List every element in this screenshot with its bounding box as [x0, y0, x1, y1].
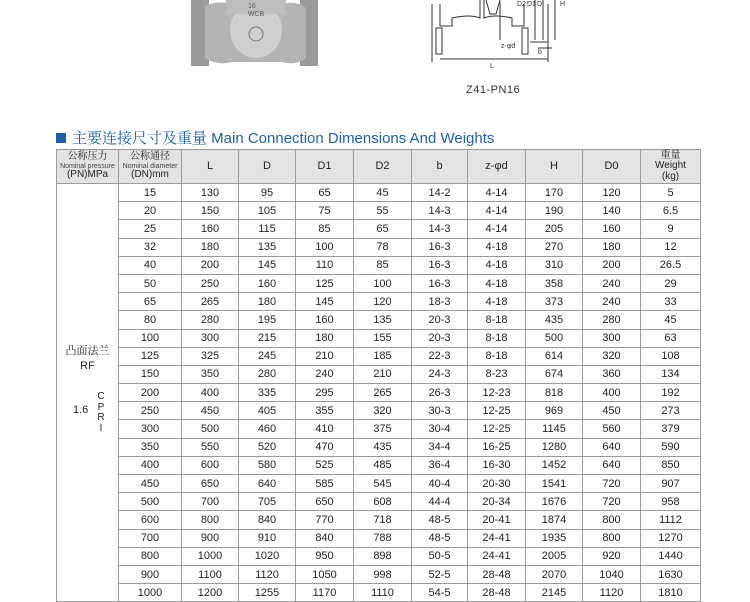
- table-row: [57, 256, 701, 274]
- cell-z-phi-d: 12-25: [468, 420, 526, 438]
- cell-dn: 15: [119, 184, 182, 202]
- cell-b: 30-4: [412, 420, 468, 438]
- section-title-text: 主要连接尺寸及重量 Main Connection Dimensions And Weights: [72, 130, 495, 147]
- cell-b: 20-3: [412, 329, 468, 347]
- cell-weight: 1440: [641, 547, 701, 565]
- cell-dn: 900: [119, 565, 182, 583]
- cell-d0: 180: [583, 238, 641, 256]
- cell-d: 180: [239, 293, 296, 311]
- cell-b: 18-3: [412, 293, 468, 311]
- table-row: [57, 311, 701, 329]
- cell-l: 800: [182, 511, 239, 529]
- cell-d0: 240: [583, 274, 641, 292]
- cell-d0: 450: [583, 402, 641, 420]
- cell-dn: 350: [119, 438, 182, 456]
- class-letter: R: [97, 412, 105, 423]
- cell-d1: 410: [296, 420, 354, 438]
- section-title: [56, 127, 494, 148]
- cell-l: 130: [182, 184, 239, 202]
- cell-d2: 100: [354, 274, 412, 292]
- bullet-square-icon: [56, 133, 66, 143]
- cell-d1: 650: [296, 493, 354, 511]
- cell-z-phi-d: 8-18: [468, 347, 526, 365]
- gate-valve-photo: [191, 0, 318, 66]
- cell-h: 435: [526, 311, 583, 329]
- cell-weight: 907: [641, 475, 701, 493]
- header-b: b: [412, 150, 468, 184]
- cell-d2: 485: [354, 456, 412, 474]
- cell-z-phi-d: 16-30: [468, 456, 526, 474]
- cell-l: 900: [182, 529, 239, 547]
- cell-dn: 600: [119, 511, 182, 529]
- cell-dn: 80: [119, 311, 182, 329]
- cell-weight: 63: [641, 329, 701, 347]
- cell-z-phi-d: 20-41: [468, 511, 526, 529]
- cell-d1: 110: [296, 256, 354, 274]
- cell-d2: 65: [354, 220, 412, 238]
- cell-d0: 800: [583, 511, 641, 529]
- cell-z-phi-d: 12-25: [468, 402, 526, 420]
- cell-l: 180: [182, 238, 239, 256]
- cell-dn: 700: [119, 529, 182, 547]
- cell-d2: 1110: [354, 584, 412, 602]
- cell-h: 1541: [526, 475, 583, 493]
- table-row: [57, 565, 701, 583]
- cell-d2: 788: [354, 529, 412, 547]
- cell-d: 280: [239, 365, 296, 383]
- cell-l: 1000: [182, 547, 239, 565]
- cell-d: 95: [239, 184, 296, 202]
- cell-dn: 125: [119, 347, 182, 365]
- cell-h: 2005: [526, 547, 583, 565]
- cell-d1: 295: [296, 384, 354, 402]
- cell-h: 500: [526, 329, 583, 347]
- cell-dn: 1000: [119, 584, 182, 602]
- cell-d: 215: [239, 329, 296, 347]
- cell-d1: 355: [296, 402, 354, 420]
- cell-h: 1676: [526, 493, 583, 511]
- cell-d: 705: [239, 493, 296, 511]
- cell-d: 405: [239, 402, 296, 420]
- valve-dimension-drawing: [432, 0, 555, 62]
- cell-b: 20-3: [412, 311, 468, 329]
- cell-z-phi-d: 4-14: [468, 220, 526, 238]
- svg-text:H: H: [560, 1, 566, 8]
- cell-weight: 958: [641, 493, 701, 511]
- cell-h: 1280: [526, 438, 583, 456]
- cell-l: 650: [182, 475, 239, 493]
- cell-weight: 29: [641, 274, 701, 292]
- cell-d: 105: [239, 202, 296, 220]
- cell-d: 195: [239, 311, 296, 329]
- class-letters: [96, 392, 106, 434]
- cell-d1: 180: [296, 329, 354, 347]
- cell-d1: 160: [296, 311, 354, 329]
- cell-weight: 192: [641, 384, 701, 402]
- cell-d2: 998: [354, 565, 412, 583]
- cell-d2: 545: [354, 475, 412, 493]
- cell-h: 674: [526, 365, 583, 383]
- cell-d2: 320: [354, 402, 412, 420]
- cell-d2: 898: [354, 547, 412, 565]
- cell-d0: 280: [583, 311, 641, 329]
- cell-weight: 9: [641, 220, 701, 238]
- cell-d2: 435: [354, 438, 412, 456]
- cell-h: 1874: [526, 511, 583, 529]
- cell-d1: 585: [296, 475, 354, 493]
- cell-d1: 210: [296, 347, 354, 365]
- cell-h: 969: [526, 402, 583, 420]
- header-nominal-diameter: 公称通径 Nominal diameter (DN)mm: [119, 150, 182, 184]
- cell-d0: 200: [583, 256, 641, 274]
- cell-d2: 45: [354, 184, 412, 202]
- cell-d0: 140: [583, 202, 641, 220]
- cell-l: 600: [182, 456, 239, 474]
- svg-text:D: D: [537, 1, 543, 8]
- cell-d: 1255: [239, 584, 296, 602]
- cell-weight: 45: [641, 311, 701, 329]
- cell-d: 520: [239, 438, 296, 456]
- table-row: [57, 475, 701, 493]
- cell-d0: 1120: [583, 584, 641, 602]
- cell-dn: 800: [119, 547, 182, 565]
- cell-h: 205: [526, 220, 583, 238]
- figure-caption: Z41-PN16: [466, 84, 521, 96]
- cell-l: 1200: [182, 584, 239, 602]
- cell-l: 160: [182, 220, 239, 238]
- table-row: [57, 293, 701, 311]
- cell-h: 1935: [526, 529, 583, 547]
- svg-text:16: 16: [248, 3, 256, 10]
- cell-d2: 185: [354, 347, 412, 365]
- cell-l: 300: [182, 329, 239, 347]
- cell-d0: 640: [583, 456, 641, 474]
- class-letter: I: [99, 422, 103, 434]
- cell-z-phi-d: 8-23: [468, 365, 526, 383]
- cell-d0: 1040: [583, 565, 641, 583]
- cell-d2: 120: [354, 293, 412, 311]
- cell-dn: 500: [119, 493, 182, 511]
- cell-h: 2070: [526, 565, 583, 583]
- cell-dn: 250: [119, 402, 182, 420]
- cell-dn: 450: [119, 475, 182, 493]
- cell-d0: 160: [583, 220, 641, 238]
- cell-dn: 100: [119, 329, 182, 347]
- class-letter: P: [97, 401, 105, 413]
- cell-h: 170: [526, 184, 583, 202]
- cell-dn: 32: [119, 238, 182, 256]
- cell-d2: 375: [354, 420, 412, 438]
- cell-dn: 65: [119, 293, 182, 311]
- cell-weight: 5: [641, 184, 701, 202]
- cell-weight: 6.5: [641, 202, 701, 220]
- cell-d0: 320: [583, 347, 641, 365]
- header-l: L: [182, 150, 239, 184]
- cell-weight: 1630: [641, 565, 701, 583]
- cell-weight: 1112: [641, 511, 701, 529]
- cell-b: 16-3: [412, 238, 468, 256]
- cell-b: 22-3: [412, 347, 468, 365]
- cell-d0: 400: [583, 384, 641, 402]
- cell-h: 2145: [526, 584, 583, 602]
- table-body: [57, 184, 701, 602]
- cell-d2: 55: [354, 202, 412, 220]
- cell-z-phi-d: 24-41: [468, 547, 526, 565]
- table-row: [57, 202, 701, 220]
- cell-d1: 100: [296, 238, 354, 256]
- cell-weight: 590: [641, 438, 701, 456]
- cell-d1: 1170: [296, 584, 354, 602]
- header-z-phi-d: z-φd: [468, 150, 526, 184]
- svg-text:b: b: [538, 49, 542, 56]
- pressure-merged-cell: [57, 184, 119, 602]
- cell-dn: 150: [119, 365, 182, 383]
- table-row: [57, 420, 701, 438]
- cell-d: 460: [239, 420, 296, 438]
- cell-l: 250: [182, 274, 239, 292]
- cell-d2: 265: [354, 384, 412, 402]
- cell-l: 550: [182, 438, 239, 456]
- cell-d2: 155: [354, 329, 412, 347]
- cell-d1: 125: [296, 274, 354, 292]
- cell-z-phi-d: 4-18: [468, 238, 526, 256]
- cell-dn: 20: [119, 202, 182, 220]
- cell-d0: 120: [583, 184, 641, 202]
- cell-d2: 85: [354, 256, 412, 274]
- table-row: [57, 456, 701, 474]
- cell-z-phi-d: 24-41: [468, 529, 526, 547]
- cell-weight: 33: [641, 293, 701, 311]
- cell-l: 350: [182, 365, 239, 383]
- cell-z-phi-d: 28-48: [468, 584, 526, 602]
- cell-d0: 560: [583, 420, 641, 438]
- cell-h: 373: [526, 293, 583, 311]
- cell-h: 358: [526, 274, 583, 292]
- cell-d: 145: [239, 256, 296, 274]
- cell-b: 40-4: [412, 475, 468, 493]
- cell-l: 280: [182, 311, 239, 329]
- cell-z-phi-d: 8-18: [468, 311, 526, 329]
- cell-b: 44-4: [412, 493, 468, 511]
- cell-d: 245: [239, 347, 296, 365]
- table-row: [57, 584, 701, 602]
- cell-d0: 800: [583, 529, 641, 547]
- table-row: [57, 347, 701, 365]
- cell-d: 580: [239, 456, 296, 474]
- cell-d2: 135: [354, 311, 412, 329]
- cell-b: 36-4: [412, 456, 468, 474]
- cell-z-phi-d: 16-25: [468, 438, 526, 456]
- cell-d1: 950: [296, 547, 354, 565]
- cell-dn: 300: [119, 420, 182, 438]
- cell-d1: 840: [296, 529, 354, 547]
- header-d2: D2: [354, 150, 412, 184]
- cell-l: 200: [182, 256, 239, 274]
- cell-weight: 850: [641, 456, 701, 474]
- cell-d1: 525: [296, 456, 354, 474]
- cell-weight: 26.5: [641, 256, 701, 274]
- cell-b: 30-3: [412, 402, 468, 420]
- cell-l: 500: [182, 420, 239, 438]
- cell-d0: 720: [583, 493, 641, 511]
- cell-weight: 273: [641, 402, 701, 420]
- cell-h: 1452: [526, 456, 583, 474]
- table-row: [57, 438, 701, 456]
- cell-d: 115: [239, 220, 296, 238]
- cell-d: 640: [239, 475, 296, 493]
- cell-z-phi-d: 8-18: [468, 329, 526, 347]
- cell-d1: 1050: [296, 565, 354, 583]
- cell-b: 24-3: [412, 365, 468, 383]
- cell-h: 818: [526, 384, 583, 402]
- cell-weight: 1270: [641, 529, 701, 547]
- cell-dn: 40: [119, 256, 182, 274]
- cell-h: 1145: [526, 420, 583, 438]
- cell-d2: 210: [354, 365, 412, 383]
- cell-z-phi-d: 4-14: [468, 184, 526, 202]
- cell-weight: 1810: [641, 584, 701, 602]
- table-row: [57, 220, 701, 238]
- header-weight: 重量 Weight (kg): [641, 150, 701, 184]
- cell-l: 265: [182, 293, 239, 311]
- cell-d0: 720: [583, 475, 641, 493]
- cell-d2: 78: [354, 238, 412, 256]
- cell-z-phi-d: 20-30: [468, 475, 526, 493]
- cell-b: 14-3: [412, 220, 468, 238]
- cell-b: 14-3: [412, 202, 468, 220]
- header-d: D: [239, 150, 296, 184]
- cell-h: 270: [526, 238, 583, 256]
- cell-d: 335: [239, 384, 296, 402]
- cell-d1: 470: [296, 438, 354, 456]
- table-row: [57, 529, 701, 547]
- cell-weight: 12: [641, 238, 701, 256]
- flange-face-label: [57, 344, 118, 374]
- cell-d0: 300: [583, 329, 641, 347]
- table-row: [57, 402, 701, 420]
- table-row: [57, 184, 701, 202]
- cell-d1: 85: [296, 220, 354, 238]
- dimensions-table: [56, 149, 701, 602]
- cell-z-phi-d: 28-48: [468, 565, 526, 583]
- cell-d1: 75: [296, 202, 354, 220]
- cell-d0: 920: [583, 547, 641, 565]
- cell-l: 1100: [182, 565, 239, 583]
- cell-weight: 379: [641, 420, 701, 438]
- cell-b: 16-3: [412, 256, 468, 274]
- cell-d2: 608: [354, 493, 412, 511]
- table-row: [57, 238, 701, 256]
- cell-b: 26-3: [412, 384, 468, 402]
- cell-d: 1120: [239, 565, 296, 583]
- svg-text:z-φd: z-φd: [501, 43, 516, 50]
- cell-b: 48-5: [412, 511, 468, 529]
- cell-b: 50-5: [412, 547, 468, 565]
- table-row: [57, 547, 701, 565]
- table-row: [57, 384, 701, 402]
- svg-text:L: L: [490, 63, 494, 70]
- cell-d0: 240: [583, 293, 641, 311]
- cell-l: 150: [182, 202, 239, 220]
- product-illustration-area: [0, 0, 750, 120]
- cell-z-phi-d: 4-14: [468, 202, 526, 220]
- cell-z-phi-d: 12-23: [468, 384, 526, 402]
- table-row: [57, 365, 701, 383]
- cell-l: 400: [182, 384, 239, 402]
- cell-dn: 200: [119, 384, 182, 402]
- cell-l: 325: [182, 347, 239, 365]
- cell-d0: 360: [583, 365, 641, 383]
- cell-b: 54-5: [412, 584, 468, 602]
- body-marking: WCB: [247, 11, 265, 18]
- cell-z-phi-d: 4-18: [468, 293, 526, 311]
- table-header-row: [57, 150, 701, 184]
- cell-z-phi-d: 4-18: [468, 256, 526, 274]
- cell-h: 190: [526, 202, 583, 220]
- flange-face-cn: 凸面法兰: [65, 345, 110, 357]
- cell-d1: 145: [296, 293, 354, 311]
- header-d1: D1: [296, 150, 354, 184]
- cell-h: 614: [526, 347, 583, 365]
- cell-l: 700: [182, 493, 239, 511]
- cell-b: 14-2: [412, 184, 468, 202]
- pressure-value: 1.6: [73, 404, 89, 416]
- cell-d1: 240: [296, 365, 354, 383]
- table-row: [57, 511, 701, 529]
- header-nominal-pressure: 公称压力 Nominal pressure (PN)MPa: [57, 150, 119, 184]
- cell-d: 160: [239, 274, 296, 292]
- cell-b: 16-3: [412, 274, 468, 292]
- cell-weight: 134: [641, 365, 701, 383]
- cell-weight: 108: [641, 347, 701, 365]
- table-row: [57, 329, 701, 347]
- cell-dn: 50: [119, 274, 182, 292]
- cell-d: 1020: [239, 547, 296, 565]
- cell-h: 310: [526, 256, 583, 274]
- cell-d0: 640: [583, 438, 641, 456]
- cell-d: 135: [239, 238, 296, 256]
- cell-z-phi-d: 20-34: [468, 493, 526, 511]
- cell-b: 34-4: [412, 438, 468, 456]
- cell-b: 52-5: [412, 565, 468, 583]
- header-d0: D0: [583, 150, 641, 184]
- class-letter: C: [97, 391, 105, 402]
- cell-d2: 718: [354, 511, 412, 529]
- svg-text:D1: D1: [527, 1, 536, 8]
- table-row: [57, 493, 701, 511]
- cell-b: 48-5: [412, 529, 468, 547]
- cell-dn: 400: [119, 456, 182, 474]
- header-h: H: [526, 150, 583, 184]
- flange-face-en: RF: [80, 360, 95, 372]
- svg-text:D2: D2: [517, 1, 526, 8]
- cell-l: 450: [182, 402, 239, 420]
- cell-d1: 65: [296, 184, 354, 202]
- cell-d: 840: [239, 511, 296, 529]
- cell-d1: 770: [296, 511, 354, 529]
- cell-dn: 25: [119, 220, 182, 238]
- cell-z-phi-d: 4-18: [468, 274, 526, 292]
- table-row: [57, 274, 701, 292]
- cell-d: 910: [239, 529, 296, 547]
